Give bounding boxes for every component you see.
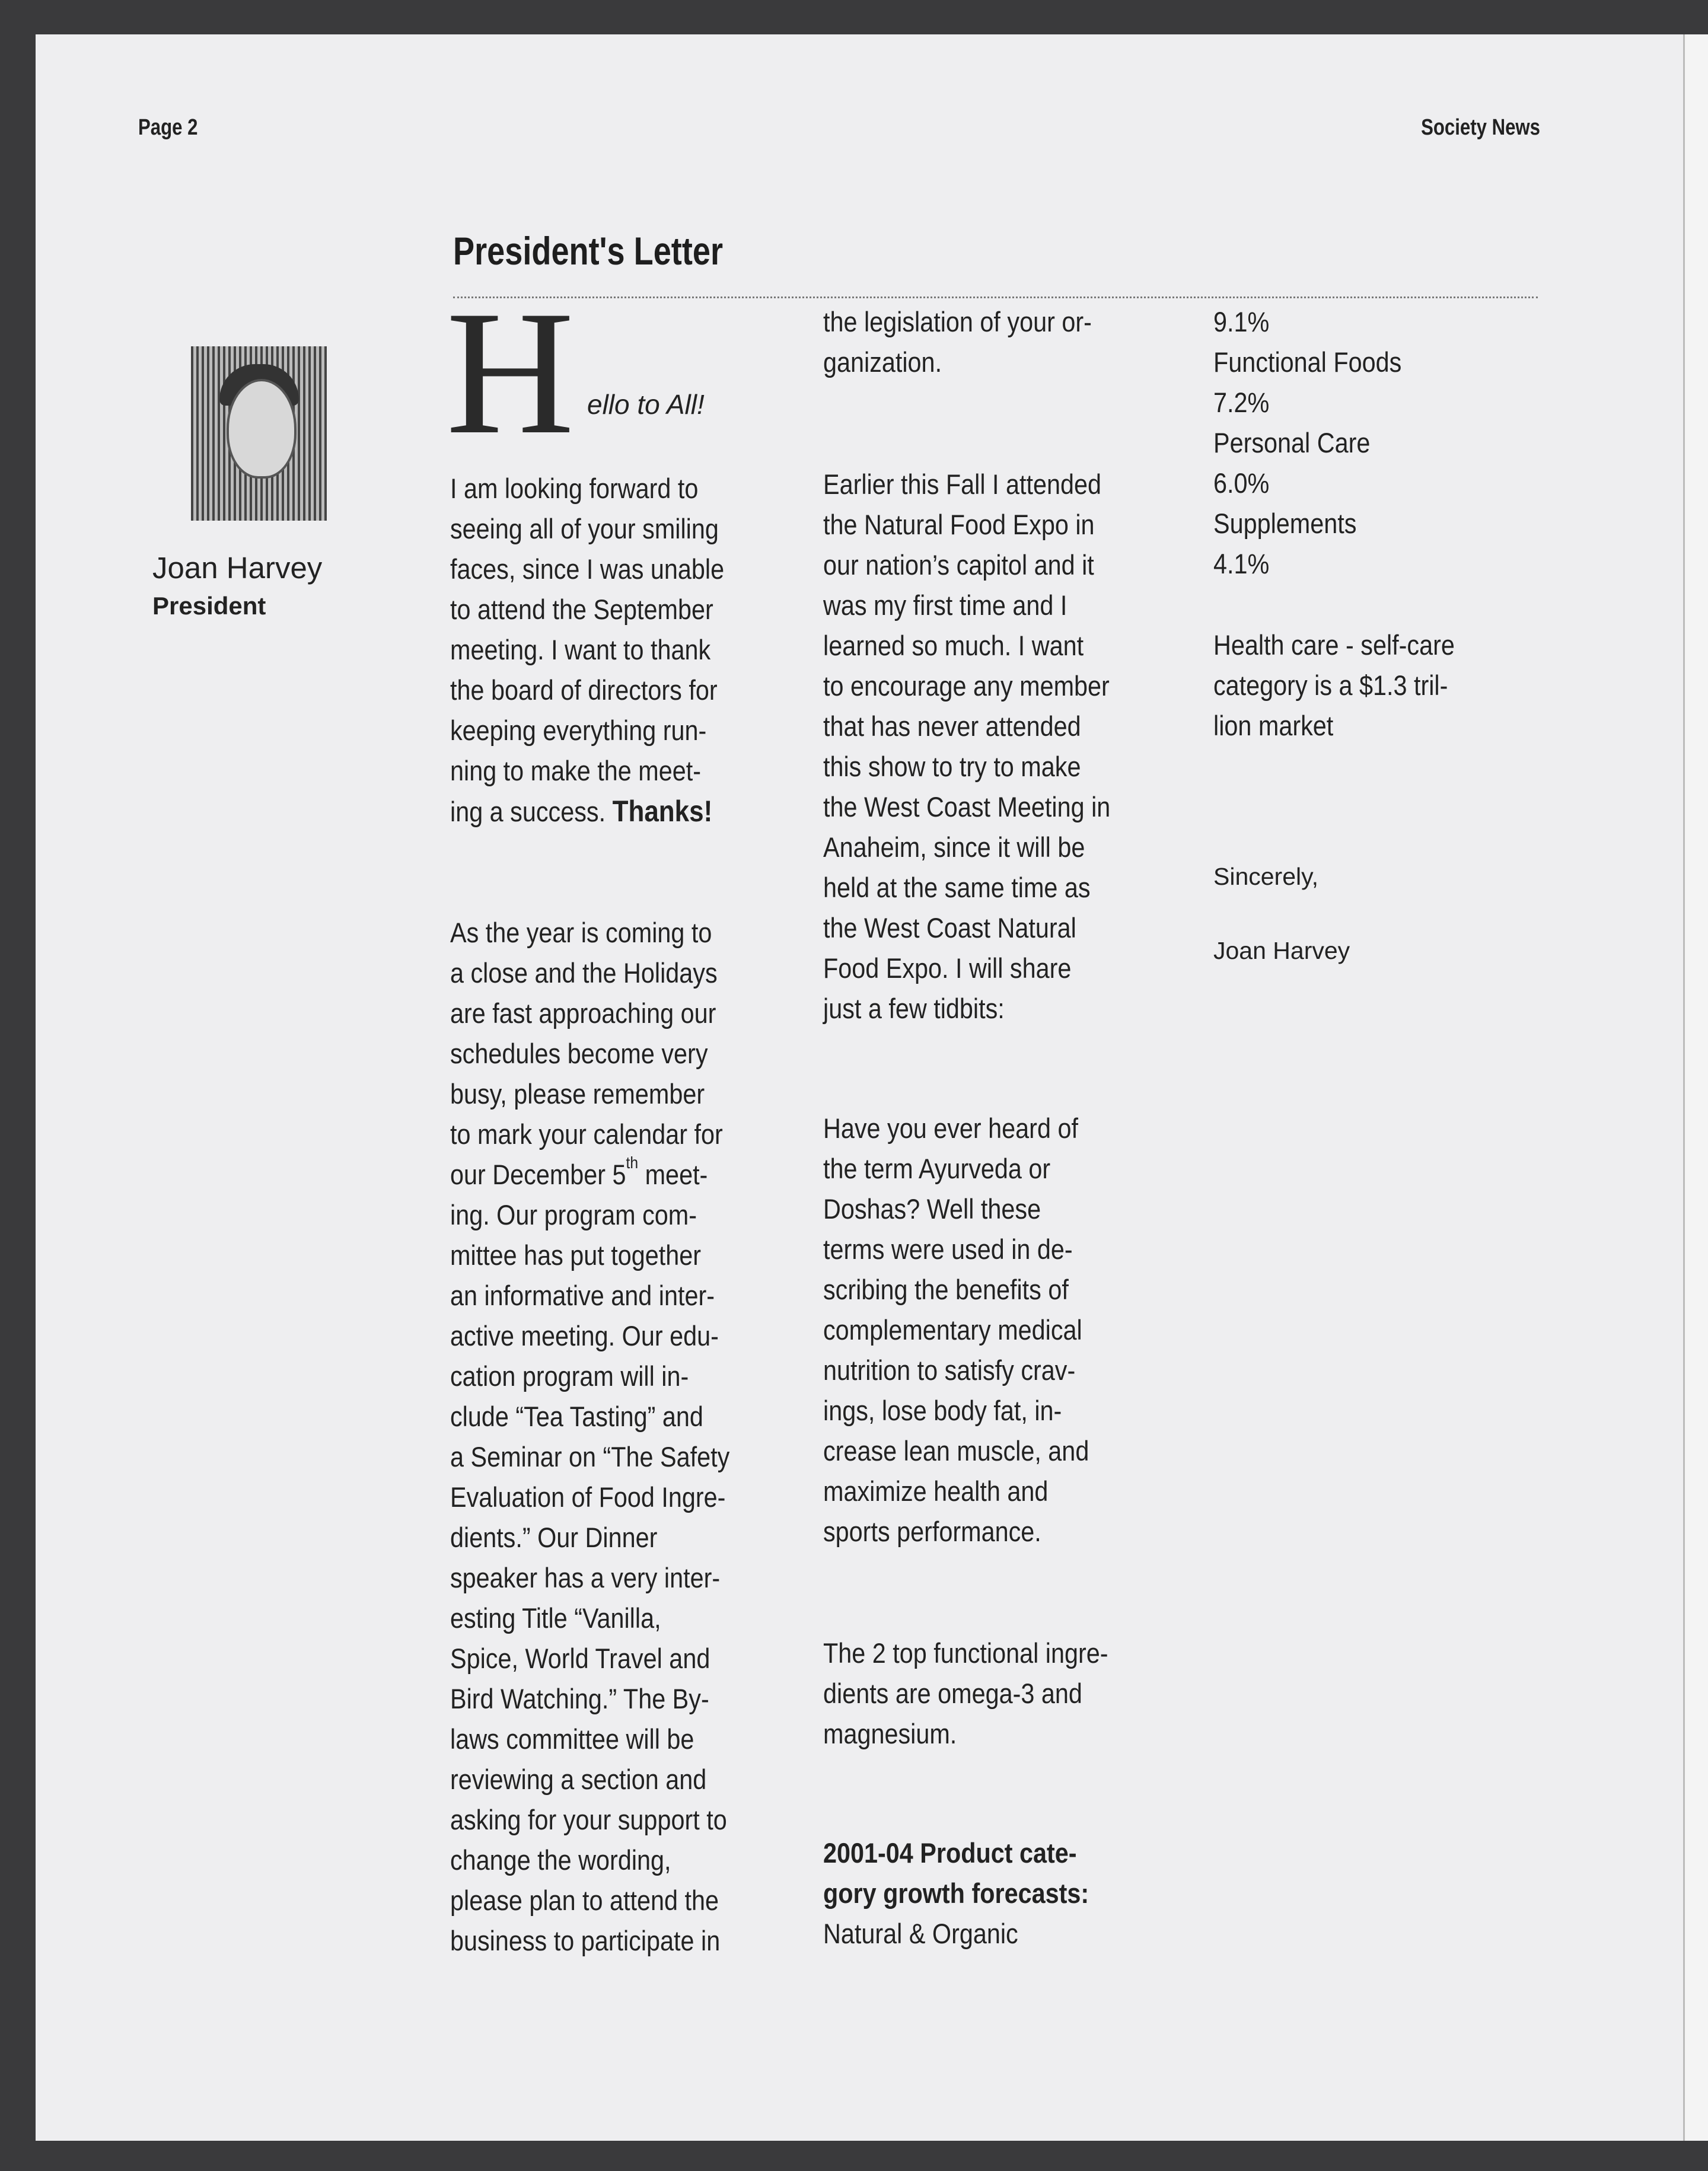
text-segment: 2001-04 Product cate-	[823, 1837, 1077, 1869]
text-line: 6.0%	[1213, 467, 1270, 499]
text-line: Health care - self-care	[1213, 629, 1455, 661]
text-line: The 2 top functional ingre-	[823, 1637, 1108, 1669]
text-line: the West Coast Natural	[823, 912, 1076, 943]
page-number: Page 2	[138, 115, 198, 140]
closing-signature: Joan Harvey	[1213, 937, 1350, 964]
text-line: seeing all of your smiling	[450, 513, 719, 544]
text-line: sports performance.	[823, 1516, 1041, 1547]
text-line	[823, 1873, 1089, 1914]
text-line: keeping everything run-	[450, 715, 707, 746]
text-line: dients.” Our Dinner	[450, 1522, 658, 1553]
text-line: to mark your calendar for	[450, 1118, 723, 1150]
text-segment: Thanks!	[612, 795, 713, 828]
text-line: Have you ever heard of	[823, 1112, 1078, 1144]
paragraph	[823, 1833, 1089, 1954]
text-line	[450, 1155, 729, 1195]
greeting: ello to All!	[587, 389, 705, 420]
text-line: that has never attended	[823, 710, 1081, 742]
text-line: learned so much. I want	[823, 630, 1084, 661]
text-line: clude “Tea Tasting” and	[450, 1401, 703, 1432]
paragraph	[823, 302, 1092, 382]
text-line: the Natural Food Expo in	[823, 509, 1095, 540]
text-line: ing. Our program com-	[450, 1199, 697, 1230]
text-line: this show to try to make	[823, 751, 1081, 782]
paragraph	[1213, 302, 1401, 584]
text-line: esting Title “Vanilla,	[450, 1602, 661, 1634]
closing-salutation: Sincerely,	[1213, 863, 1318, 890]
text-line: held at the same time as	[823, 872, 1091, 903]
paragraph	[450, 468, 724, 831]
text-line: category is a $1.3 tril-	[1213, 670, 1448, 701]
text-line: please plan to attend the	[450, 1885, 719, 1916]
text-line: active meeting. Our edu-	[450, 1320, 719, 1351]
author-role: President	[152, 592, 266, 620]
text-line: terms were used in de-	[823, 1233, 1073, 1265]
text-line: crease lean muscle, and	[823, 1435, 1089, 1467]
text-line: Functional Foods	[1213, 346, 1402, 378]
paragraph	[823, 1633, 1108, 1754]
text-line: a Seminar on “The Safety	[450, 1441, 730, 1472]
text-line: ning to make the meet-	[450, 755, 702, 786]
text-line: Evaluation of Food Ingre-	[450, 1481, 726, 1513]
text-line: Natural & Organic	[823, 1918, 1018, 1949]
text-line: the West Coast Meeting in	[823, 791, 1111, 823]
text-line: Bird Watching.” The By-	[450, 1683, 709, 1714]
paragraph	[823, 1108, 1089, 1552]
text-line: meeting. I want to thank	[450, 634, 711, 665]
text-line: dients are omega-3 and	[823, 1678, 1082, 1709]
text-line: lion market	[1213, 710, 1334, 741]
text-line: the term Ayurveda or	[823, 1153, 1051, 1184]
text-line: Supplements	[1213, 508, 1357, 539]
dropcap-letter: H	[446, 283, 575, 461]
text-segment: ing a success.	[450, 796, 613, 827]
text-line: nutrition to satisfy crav-	[823, 1354, 1076, 1386]
text-line: Earlier this Fall I attended	[823, 468, 1101, 500]
text-line: was my first time and I	[823, 589, 1068, 621]
paragraph	[823, 464, 1110, 1029]
text-line: to attend the September	[450, 594, 713, 625]
publication-name: Society News	[1421, 115, 1540, 140]
text-line: Spice, World Travel and	[450, 1643, 710, 1674]
text-line: Anaheim, since it will be	[823, 831, 1085, 863]
text-line: mittee has put together	[450, 1239, 702, 1271]
text-line: complementary medical	[823, 1314, 1082, 1346]
text-segment: meet-	[638, 1159, 708, 1190]
text-line	[450, 791, 724, 831]
text-line: ings, lose body fat, in-	[823, 1395, 1062, 1426]
text-segment: gory growth forecasts:	[823, 1877, 1089, 1909]
text-line: just a few tidbits:	[823, 993, 1005, 1024]
text-line: ganization.	[823, 346, 942, 378]
text-line: the legislation of your or-	[823, 306, 1092, 337]
text-line: schedules become very	[450, 1038, 708, 1069]
text-line: faces, since I was unable	[450, 553, 725, 585]
text-line: business to participate in	[450, 1925, 721, 1956]
text-line: the board of directors for	[450, 674, 718, 706]
text-line: to encourage any member	[823, 670, 1110, 702]
text-line: busy, please remember	[450, 1078, 705, 1110]
text-line: our nation’s capitol and it	[823, 549, 1094, 581]
text-line: Personal Care	[1213, 427, 1371, 458]
title-divider	[453, 297, 1538, 298]
text-line: scribing the benefits of	[823, 1274, 1069, 1305]
paragraph	[1213, 625, 1455, 746]
text-segment: th	[626, 1153, 639, 1172]
text-line: maximize health and	[823, 1475, 1049, 1507]
author-name: Joan Harvey	[152, 551, 323, 585]
text-segment: our December 5	[450, 1159, 626, 1190]
text-line	[823, 1833, 1089, 1873]
text-line: speaker has a very inter-	[450, 1562, 721, 1593]
page-title: President's Letter	[453, 229, 724, 273]
text-line: are fast approaching our	[450, 997, 716, 1029]
text-line: reviewing a section and	[450, 1764, 707, 1795]
text-line: an informative and inter-	[450, 1280, 715, 1311]
text-line: 7.2%	[1213, 387, 1270, 418]
text-line: laws committee will be	[450, 1723, 694, 1755]
text-line: As the year is coming to	[450, 917, 712, 948]
text-line: 4.1%	[1213, 548, 1270, 579]
text-line: a close and the Holidays	[450, 957, 718, 989]
text-line: 9.1%	[1213, 306, 1270, 337]
facing-page-edge	[1683, 34, 1708, 2141]
text-line: Doshas? Well these	[823, 1193, 1041, 1225]
text-line: magnesium.	[823, 1718, 957, 1749]
text-line: I am looking forward to	[450, 473, 699, 504]
text-line: change the wording,	[450, 1844, 671, 1876]
text-line: asking for your support to	[450, 1804, 727, 1835]
author-photo	[191, 346, 327, 521]
paragraph	[450, 913, 729, 1961]
text-line: cation program will in-	[450, 1360, 689, 1392]
text-line: Food Expo. I will share	[823, 952, 1072, 984]
